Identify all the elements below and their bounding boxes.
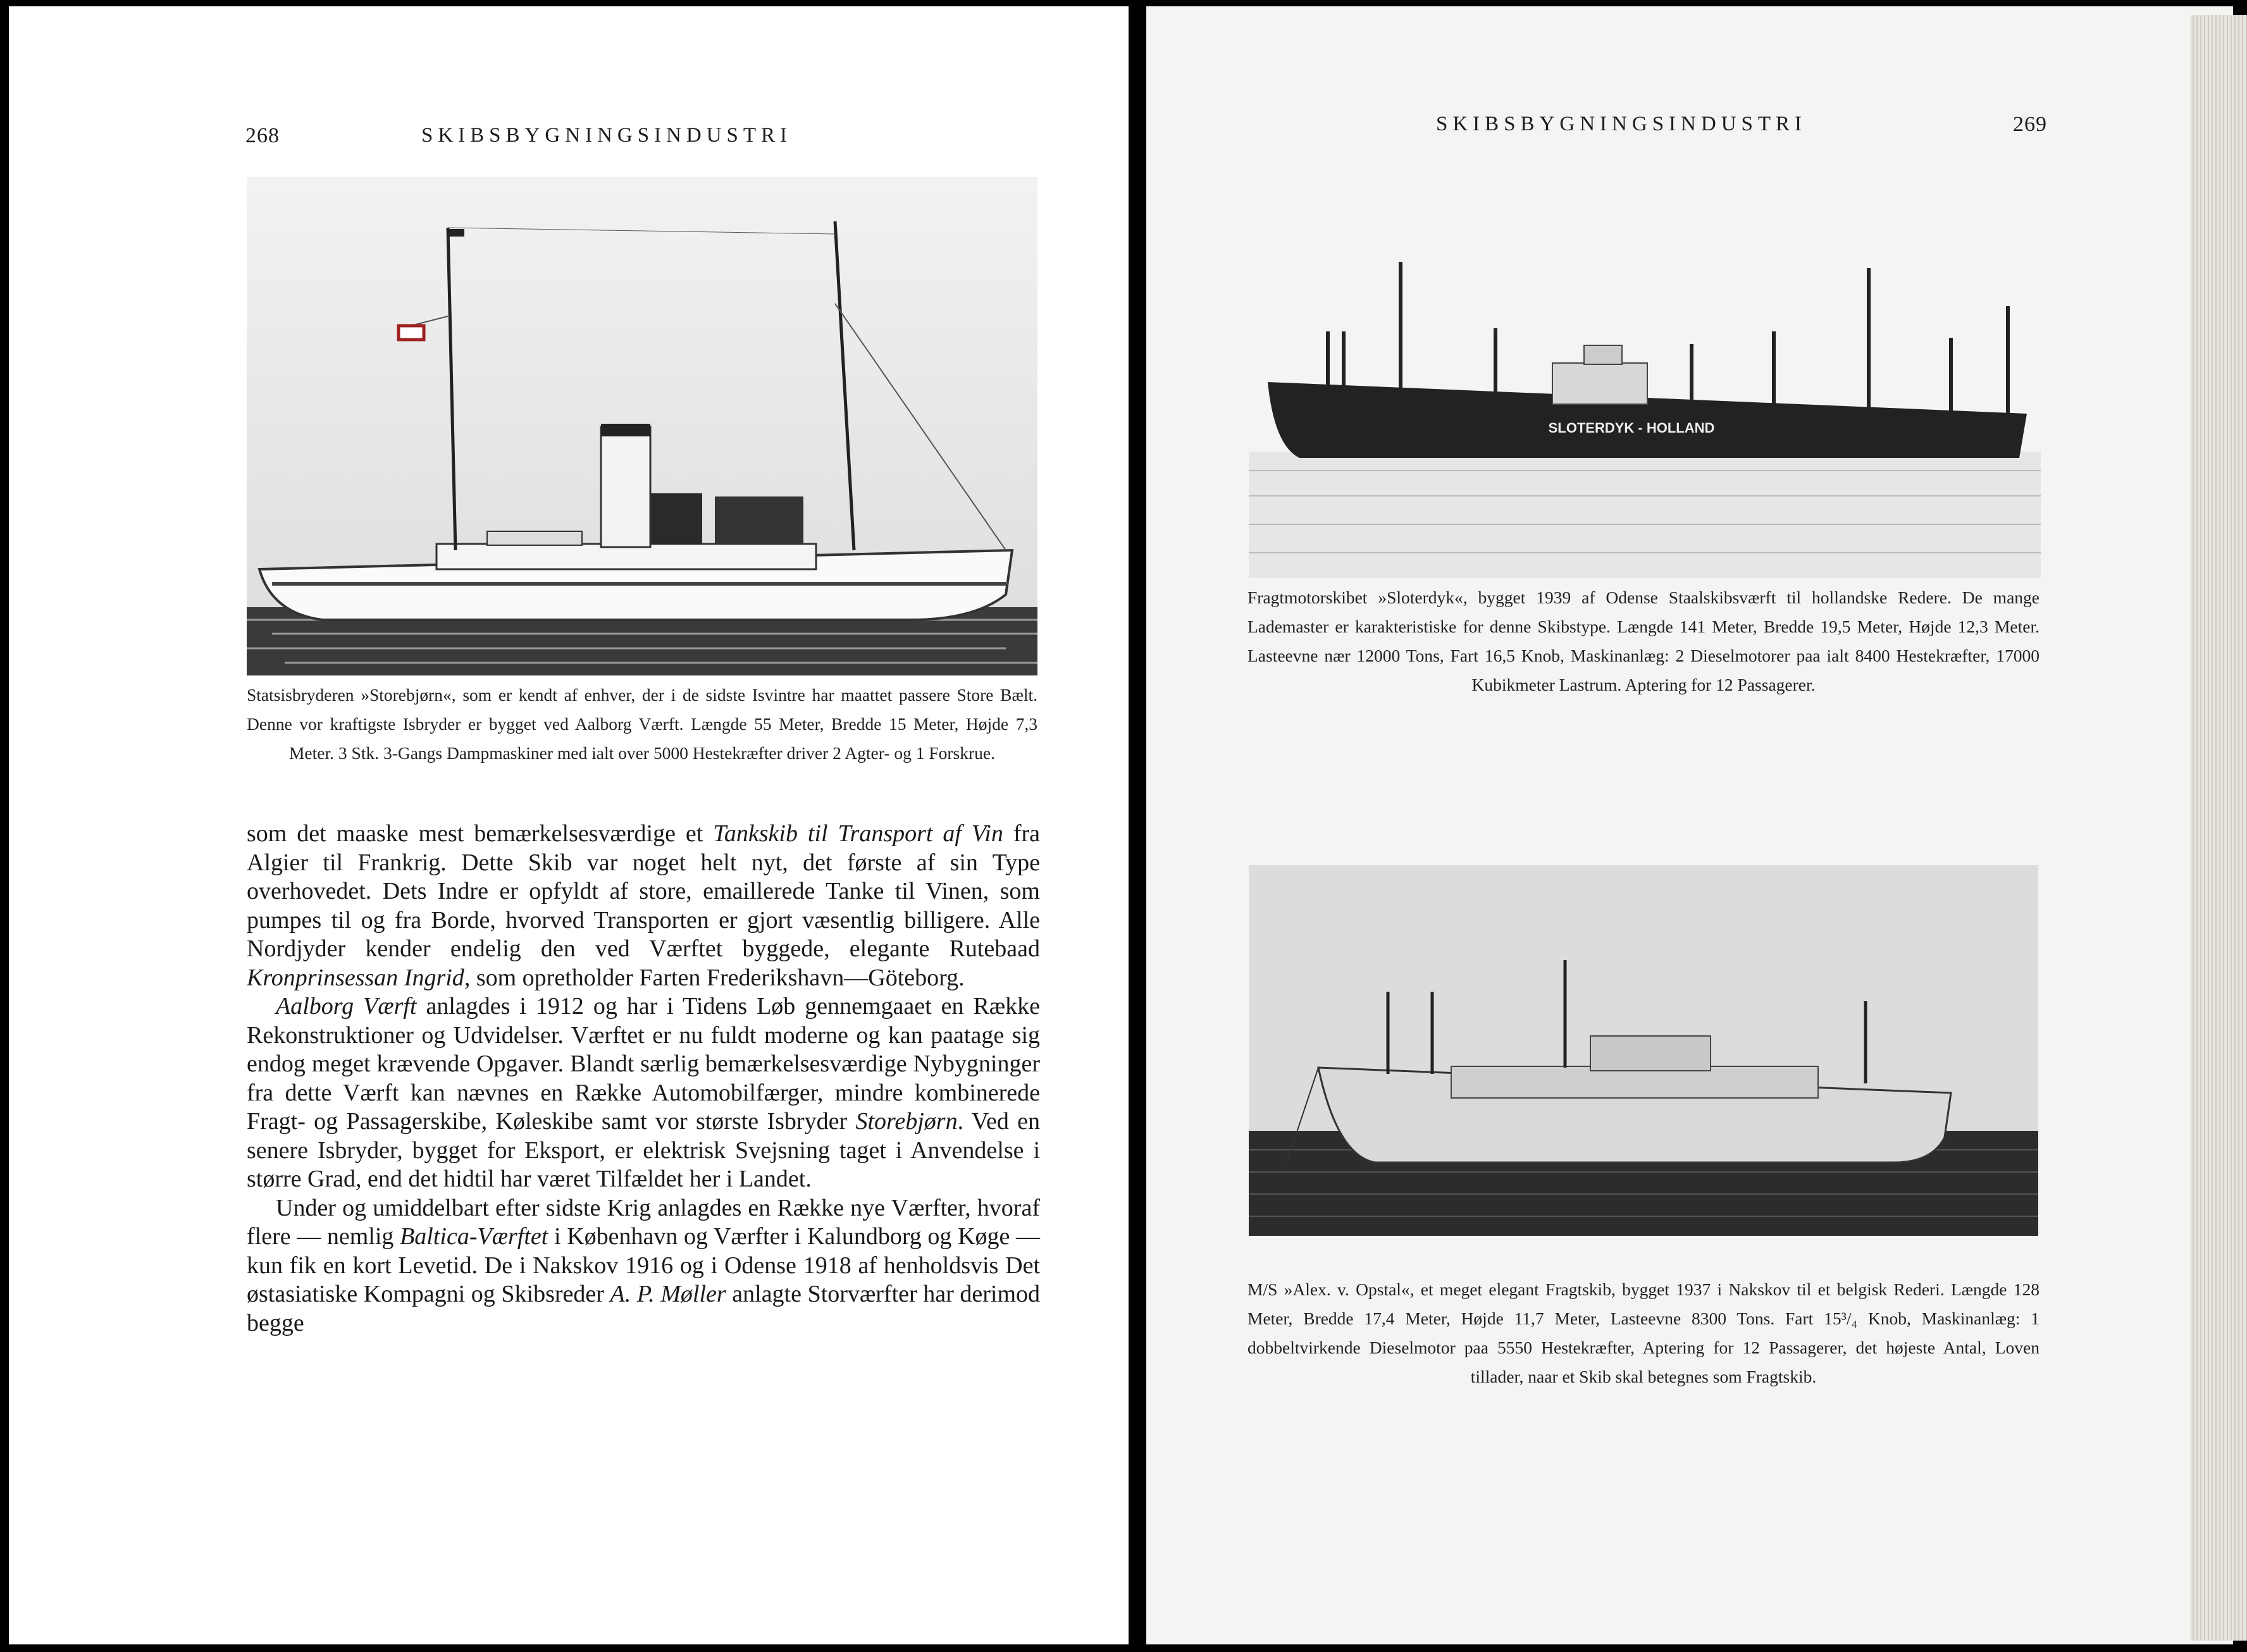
body-text: [247, 820, 1040, 1338]
page-block-edge: [2190, 15, 2247, 1641]
running-head: SKIBSBYGNINGSINDUSTRI: [1436, 113, 1807, 135]
opstal-illustration: [1249, 865, 2038, 1236]
opstal-caption: [1247, 1275, 2040, 1391]
paragraph: [247, 992, 1040, 1194]
ship-type-italic: Tankskib til Transport af Vin: [713, 820, 1003, 847]
text-run: anlagdes i 1912 og har i Tidens Løb gennemgaaet en Række Rekonstruktioner og Udvidelser. Værftet er nu fuldt moderne og kan paatage sig endog meget krævende Opgaver. Blandt særlig bemærkelsesværdige Nybygninger fra dette Værft kan nævnes en Række Automobilfærger, mindre kombinerede Fragt- og Passagerskibe, Køleskibe samt vor største Isbryder: [247, 993, 1040, 1135]
text-run: . Ved en senere Isbryder, bygget for Eksport, er elektrisk Svejsning taget i Anvendelse i større Grad, end det hidtil har været Tilfældet her i Landet.: [247, 1108, 1041, 1192]
hull-lettering: SLOTERDYK - HOLLAND: [1548, 420, 1715, 436]
caption-text: M/S »Alex. v. Opstal«, et meget elegant Fragtskib, bygget 1937 i Nakskov til et belgisk Rederi. Længde 128 Meter, Bredde 17,4 Meter, Højde 11,7 Meter, Lasteevne 8300 Tons. Fart 15³/₄ Knob, Maskinanlæg: 1 dobbeltvirkende Dieselmotor paa 5550 Hestekræfter, Aptering for 12 Passagerer, det højeste Antal, Loven tillader, naar et Skib skal betegnes som Fragtskib.: [1247, 1279, 2040, 1386]
running-head: SKIBSBYGNINGSINDUSTRI: [421, 124, 793, 147]
text-run: , som opretholder Farten Frederikshavn—Göteborg.: [464, 964, 965, 991]
icebreaker-photo: [247, 177, 1037, 675]
icebreaker-caption: [247, 681, 1037, 768]
left-page: [9, 6, 1129, 1644]
person-name-italic: A. P. Møller: [610, 1281, 726, 1307]
right-page: [1146, 6, 2233, 1644]
caption-text: Statsisbryderen »Storebjørn«, som er kendt af enhver, der i de sidste Isvintre har maattet passere Store Bælt. Denne vor kraftigste Isbryder er bygget ved Aalborg Værft. Længde 55 Meter, Bredde 15 Meter, Højde 7,3 Meter. 3 Stk. 3-Gangs Dampmaskiner med ialt over 5000 Hestekræfter driver 2 Agter- og 1 Forskrue.: [247, 685, 1037, 763]
cargo-ship-sloterdyk-photo: [1249, 180, 2041, 578]
page-number: 269: [2013, 113, 2047, 136]
text-run: som det maaske mest bemærkelsesværdige et: [247, 820, 714, 847]
cargo-ship-opstal-photo: [1249, 865, 2038, 1236]
page-number: 268: [245, 124, 280, 147]
text-run: anlagte Storværfter har derimod begge: [247, 1281, 1041, 1336]
shipyard-name-italic: Aalborg Værft: [276, 993, 417, 1020]
icebreaker-illustration: [247, 177, 1037, 675]
paragraph: [247, 1194, 1040, 1338]
text-run: i København og Værfter i Kalundborg og Køge — kun fik en kort Levetid. De i Nakskov 1916 og i Odense 1918 af henholdsvis Det østasiatiske Kompagni og Skibsreder: [247, 1223, 1041, 1307]
sloterdyk-illustration: [1249, 180, 2041, 578]
paragraph: [247, 820, 1040, 992]
ship-name-italic: Storebjørn: [855, 1108, 958, 1135]
shipyard-name-italic: Baltica-Værftet: [400, 1223, 548, 1250]
text-run: fra Algier til Frankrig. Dette Skib var noget helt nyt, det første af sin Type overhovedet. Dets Indre er opfyldt af store, emaillerede Tanke til Vinen, som pumpes til og fra Borde, hvorved Transporten er gjort væsentlig billigere. Alle Nordjyder kender endelig den ved Værftet byggede, elegante Rutebaad: [247, 820, 1040, 962]
sloterdyk-caption: [1247, 583, 2040, 700]
ship-name-italic: Kronprinsessan Ingrid: [247, 964, 464, 991]
text-run: Under og umiddelbart efter sidste Krig anlagdes en Række nye Værfter, hvoraf flere — nemlig: [247, 1194, 1040, 1250]
caption-text: Fragtmotorskibet »Sloterdyk«, bygget 1939 af Odense Staalskibsværft til hollandske Redere. De mange Lademaster er karakteristiske for denne Skibstype. Længde 141 Meter, Bredde 19,5 Meter, Højde 12,3 Meter. Lasteevne nær 12000 Tons, Fart 16,5 Knob, Maskinanlæg: 2 Dieselmotorer paa ialt 8400 Hestekræfter, 17000 Kubikmeter Lastrum. Aptering for 12 Passagerer.: [1247, 588, 2040, 694]
